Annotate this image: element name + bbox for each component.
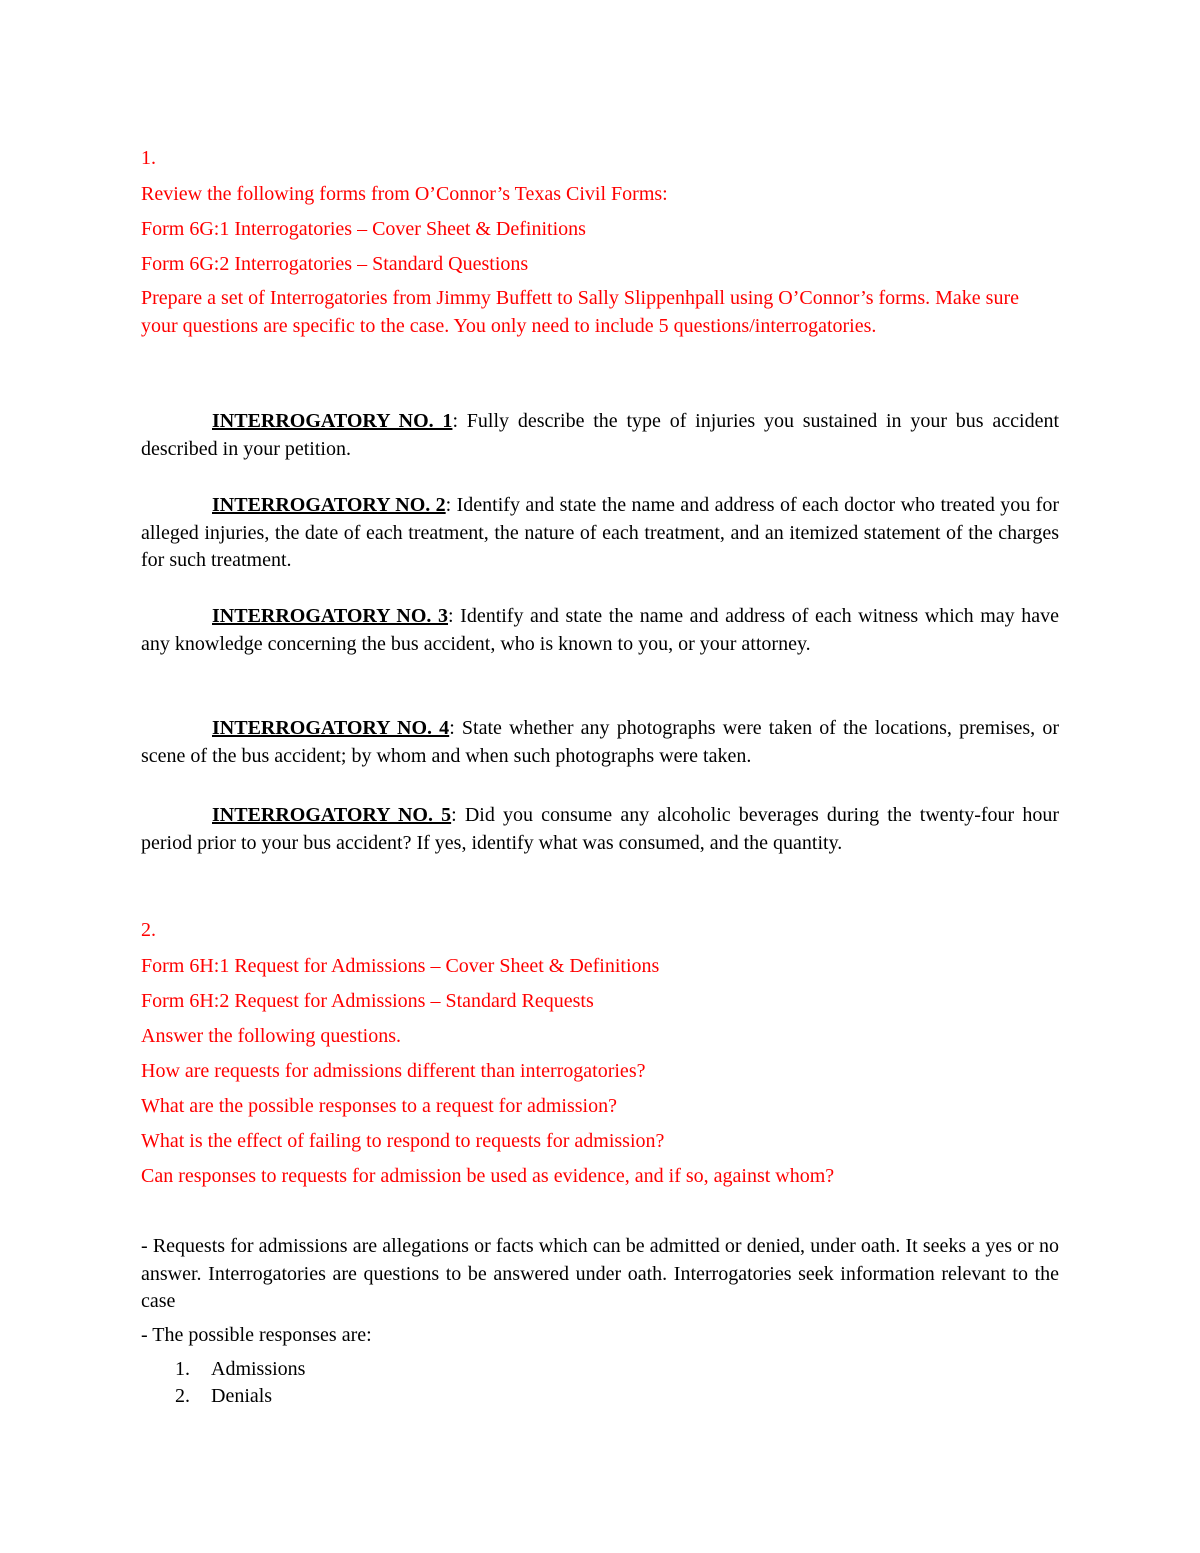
interrogatory-4-text: : State whether any photographs were taken of the locations, premises, or scene of the bus accident; by whom and when such photographs were taken. xyxy=(141,717,1060,767)
section-2-form-1: Form 6H:1 Request for Admissions – Cover Sheet & Definitions xyxy=(141,955,660,977)
section-1-prepare-instructions: Prepare a set of Interrogatories from Jimmy Buffett to Sally Slippenhpall using O’Connor’s forms. Make sure your questions are specific to the case. You only need to include 5 questions/interrogatories. xyxy=(141,287,1019,337)
interrogatory-5 xyxy=(141,802,1059,857)
section-1-number: 1. xyxy=(141,147,156,169)
section-2-answer-intro: Answer the following questions. xyxy=(141,1025,401,1047)
answer-2-intro: - The possible responses are: xyxy=(141,1324,372,1346)
list-item xyxy=(141,1383,305,1410)
list-item-text: Denials xyxy=(211,1385,273,1407)
list-item-number: 1. xyxy=(175,1358,190,1380)
interrogatory-2-label: INTERROGATORY NO. 2 xyxy=(212,494,446,516)
section-2-question-4: Can responses to requests for admission be used as evidence, and if so, against whom? xyxy=(141,1165,835,1187)
section-2-number: 2. xyxy=(141,919,156,941)
interrogatory-4 xyxy=(141,715,1059,770)
list-item-text: Admissions xyxy=(211,1358,306,1380)
interrogatory-2-text: : Identify and state the name and address of each doctor who treated you for alleged injuries, the date of each treatment, the nature of each treatment, and an itemized statement of the charges for such treatment. xyxy=(141,494,1059,571)
interrogatory-1-label: INTERROGATORY NO. 1 xyxy=(212,410,453,432)
responses-list xyxy=(141,1356,305,1410)
interrogatory-4-label: INTERROGATORY NO. 4 xyxy=(212,717,450,739)
section-2-question-2: What are the possible responses to a request for admission? xyxy=(141,1095,617,1117)
interrogatory-5-label: INTERROGATORY NO. 5 xyxy=(212,804,452,826)
interrogatory-1-text: : Fully describe the type of injuries you sustained in your bus accident described in your petition. xyxy=(141,410,1059,460)
section-1-form-1: Form 6G:1 Interrogatories – Cover Sheet & Definitions xyxy=(141,218,586,240)
interrogatory-2 xyxy=(141,492,1059,575)
interrogatory-5-text: : Did you consume any alcoholic beverages during the twenty-four hour period prior to your bus accident? If yes, identify what was consumed, and the quantity. xyxy=(141,804,1059,854)
interrogatory-1 xyxy=(141,408,1059,463)
section-2-question-1: How are requests for admissions different than interrogatories? xyxy=(141,1060,646,1082)
section-2-form-2: Form 6H:2 Request for Admissions – Standard Requests xyxy=(141,990,594,1012)
document-page xyxy=(141,0,1059,1553)
section-2-question-3: What is the effect of failing to respond to requests for admission? xyxy=(141,1130,665,1152)
interrogatory-3-label: INTERROGATORY NO. 3 xyxy=(212,605,449,627)
section-1-review-text: Review the following forms from O’Connor’s Texas Civil Forms: xyxy=(141,183,668,205)
interrogatory-3 xyxy=(141,603,1059,658)
section-1-form-2: Form 6G:2 Interrogatories – Standard Questions xyxy=(141,253,529,275)
answer-1: - Requests for admissions are allegations or facts which can be admitted or denied, under oath. It seeks a yes or no answer. Interrogatories are questions to be answered under oath. Interrogatories seek information relevant to the case xyxy=(141,1235,1059,1312)
list-item-number: 2. xyxy=(175,1385,190,1407)
interrogatory-3-text: : Identify and state the name and address of each witness which may have any knowledge concerning the bus accident, who is known to you, or your attorney. xyxy=(141,605,1059,655)
list-item xyxy=(141,1356,305,1383)
